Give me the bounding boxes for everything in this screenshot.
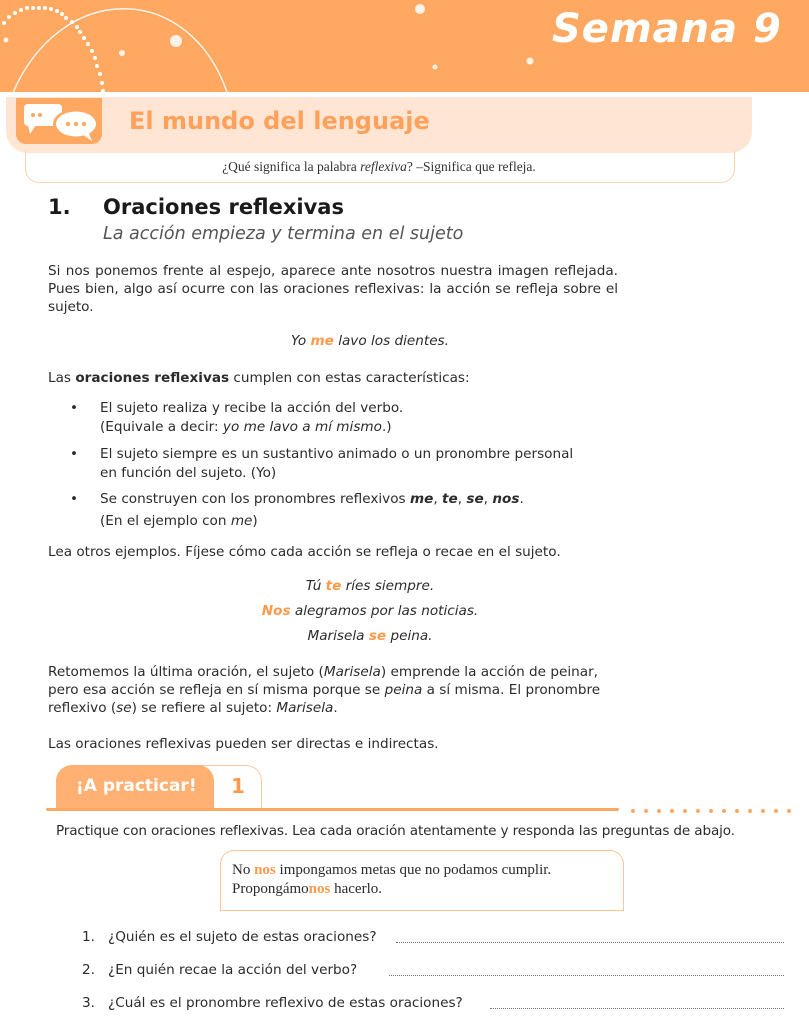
italic-part: me (230, 513, 253, 529)
reflexive-pronoun: se (368, 628, 387, 644)
reflexive-pronoun: nos (254, 862, 276, 878)
text-part: ) emprende la acción de peinar, pero esa acción se refleja en sí misma porque se (48, 664, 598, 698)
question-text: ¿En quién recae la acción del verbo? (108, 962, 358, 978)
text-part: hacerlo. (330, 881, 382, 897)
question-item (82, 995, 463, 1011)
question-part: ¿Qué significa la palabra (222, 159, 361, 174)
week-banner (0, 0, 809, 92)
dotted-divider-icon (630, 808, 800, 814)
example-part: peina. (386, 628, 433, 644)
question-part: ? –Significa que refleja. (406, 159, 536, 174)
example-part: Tú (305, 578, 326, 594)
bullet-line: El sujeto realiza y recibe la acción del verbo. (100, 400, 404, 416)
practice-sentence (232, 862, 551, 879)
pronoun-me: me (409, 491, 434, 507)
example-part: lavo los dientes. (333, 333, 449, 349)
text-part: impongamos metas que no podamos cumplir. (275, 862, 552, 878)
section-question (0, 159, 758, 175)
intro-paragraph: Si nos ponemos frente al espejo, aparece ante nosotros nuestra imagen reflejada. Pues bien, algo así ocurre con las oraciones reflexivas: la acción se refleja sobre el sujeto. (48, 263, 618, 315)
question-text: ¿Quién es el sujeto de estas oraciones? (108, 929, 377, 945)
reflexive-pronoun: Nos (261, 603, 291, 619)
answer-field-2[interactable] (389, 975, 784, 976)
italic-part: yo me lavo a mí mismo (222, 419, 382, 435)
bold-term: oraciones reflexivas (75, 370, 230, 386)
text-part: Se construyen con los pronombres reflexivos (100, 491, 410, 507)
bullet-line (100, 512, 630, 531)
example-part: Marisela (307, 628, 369, 644)
example-sentence (0, 603, 740, 619)
text-part: . (333, 700, 338, 716)
question-italic: reflexiva (360, 159, 407, 174)
bullet-line: Se construyen con los pronombres reflexivos me, te, se, nos. (100, 491, 524, 507)
closing-paragraph: Las oraciones reflexivas pueden ser directas e indirectas. (48, 736, 439, 752)
pronoun-nos: nos (492, 491, 520, 507)
practice-instruction: Practique con oraciones reflexivas. Lea cada oración atentamente y responda las preguntas de abajo. (56, 823, 735, 839)
text-part: .) (381, 419, 392, 435)
answer-field-3[interactable] (490, 1008, 784, 1009)
lesson-number: 1. (48, 195, 71, 219)
banner-divider (0, 92, 809, 95)
section-title: El mundo del lenguaje (129, 107, 430, 135)
italic-part: Marisela (323, 664, 381, 680)
text-part: Propongámo (232, 881, 309, 897)
reflexive-pronoun: te (325, 578, 342, 594)
bullet-dot-icon: • (70, 446, 79, 462)
text-part: Las (48, 370, 76, 386)
question-number: 3. (82, 995, 95, 1011)
bullet-line (100, 418, 630, 437)
text-part: Retomemos la última oración, el sujeto ( (48, 664, 324, 680)
question-text: ¿Cuál es el pronombre reflexivo de estas oraciones? (108, 995, 463, 1011)
text-part: ) se refiere al sujeto: (131, 700, 277, 716)
reflexive-pronoun: me (310, 333, 334, 349)
text-part: (En el ejemplo con (100, 513, 231, 529)
reflexive-pronoun: nos (308, 881, 331, 897)
example-part: ríes siempre. (341, 578, 435, 594)
question-item (82, 962, 357, 978)
text-part: (Equivale a decir: (100, 419, 223, 435)
bullet-line: en función del sujeto. (Yo) (100, 465, 277, 481)
example-sentence (0, 578, 740, 594)
example-part: alegramos por las noticias. (290, 603, 479, 619)
week-title: Semana 9 (552, 6, 782, 52)
example-sentence (0, 333, 740, 349)
question-number: 1. (82, 929, 95, 945)
practice-sentence (232, 881, 382, 898)
speech-bubbles-icon (16, 98, 102, 144)
bullet-dot-icon: • (70, 400, 79, 416)
italic-part: peina (384, 682, 423, 698)
characteristics-intro (48, 369, 618, 387)
practice-label: ¡A practicar! (76, 776, 197, 796)
practice-number: 1 (231, 774, 245, 798)
bullet-line: El sujeto siempre es un sustantivo animado o un pronombre personal (100, 446, 574, 462)
pronoun-te: te (441, 491, 458, 507)
lesson-subtitle: La acción empieza y termina en el sujeto (103, 224, 464, 244)
text-part: No (232, 862, 255, 878)
italic-part: Marisela (276, 700, 334, 716)
italic-part: se (116, 700, 132, 716)
explanation-paragraph (48, 663, 623, 717)
question-number: 2. (82, 962, 95, 978)
text-part: a sí misma. El pronombre reflexivo ( (48, 682, 601, 716)
text-part: cumplen con estas características: (229, 370, 470, 386)
pronoun-se: se (466, 491, 484, 507)
example-sentence (0, 628, 740, 644)
answer-field-1[interactable] (396, 942, 784, 943)
lesson-title: Oraciones reflexivas (103, 195, 344, 219)
chat-bubbles-icon (16, 98, 102, 144)
practice-divider (46, 808, 619, 811)
text-part: ) (252, 513, 258, 529)
other-examples-intro: Lea otros ejemplos. Fíjese cómo cada acción se refleja o recae en el sujeto. (48, 544, 561, 560)
lesson-heading (48, 195, 344, 219)
bullet-dot-icon: • (70, 491, 79, 507)
question-item (82, 929, 377, 945)
example-part: Yo (291, 333, 311, 349)
